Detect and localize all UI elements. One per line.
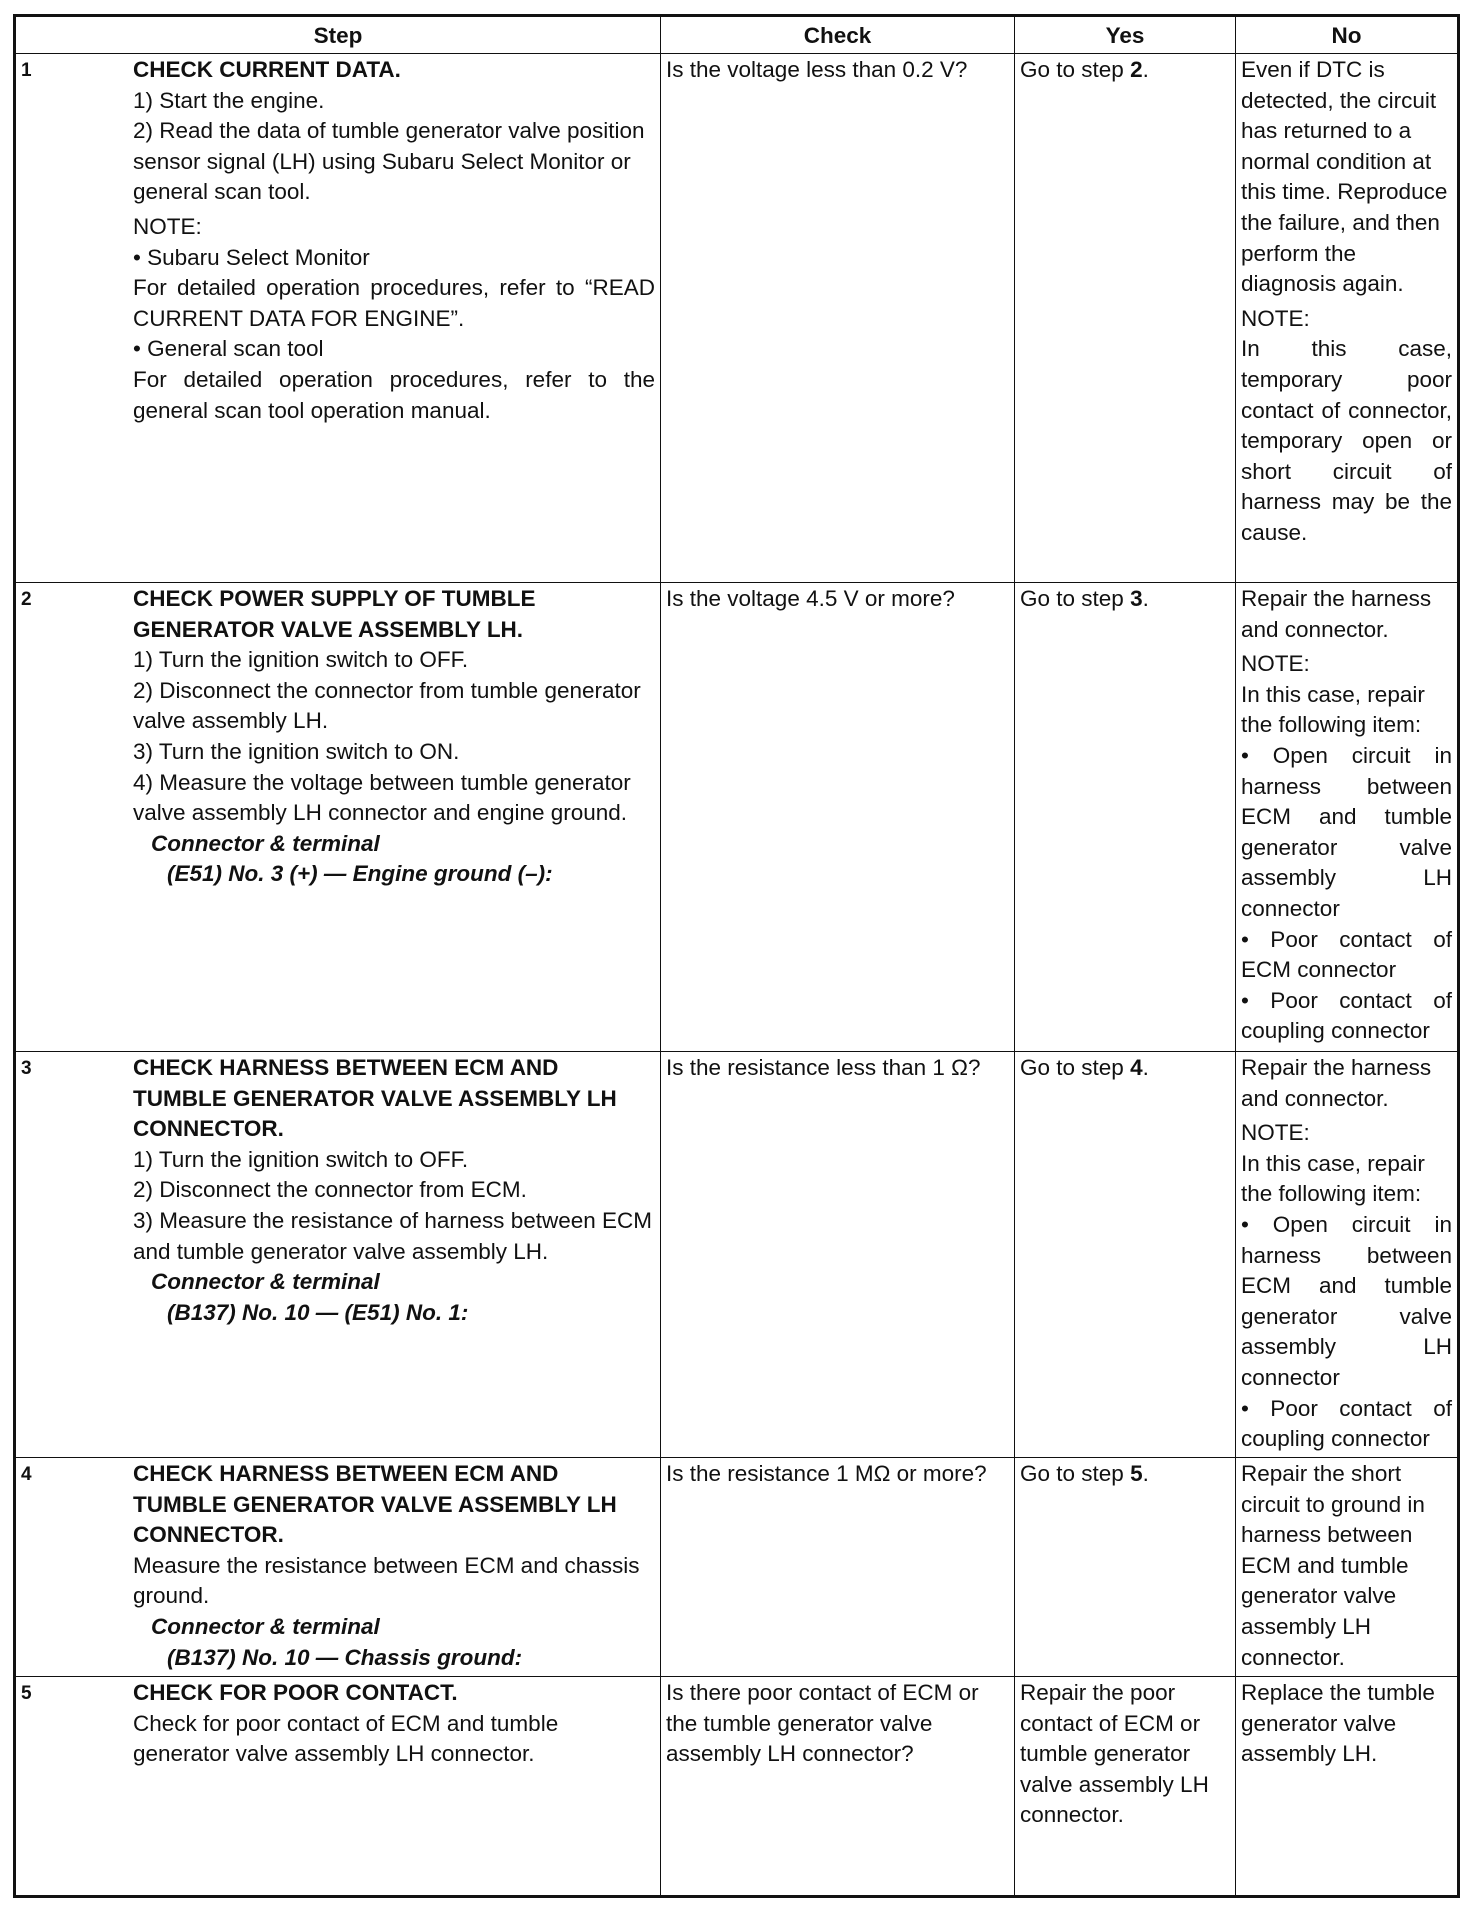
note-label: NOTE:	[1241, 305, 1310, 331]
note-label: NOTE:	[1241, 651, 1310, 677]
step-instruction: 1) Turn the ignition switch to OFF.	[133, 647, 469, 673]
yes-suffix: .	[1142, 57, 1149, 82]
note-line: For detailed operation procedures, refer to “READ CURRENT DATA FOR ENGINE”.	[133, 275, 655, 331]
no-cell	[1236, 1677, 1459, 1897]
step-instruction: Measure the resistance between ECM and chassis ground.	[133, 1552, 640, 1609]
yes-cell	[1015, 54, 1236, 583]
note-line: • General scan tool	[133, 336, 324, 362]
connector-terminal-value: (B137) No. 10 — (E51) No. 1:	[167, 1299, 469, 1325]
yes-text: Go to step	[1020, 1461, 1131, 1486]
step-title: CHECK POWER SUPPLY OF TUMBLE GENERATOR VALVE ASSEMBLY LH.	[133, 586, 536, 642]
no-cell	[1236, 54, 1459, 583]
note-item: • Open circuit in harness between ECM and tumble generator valve assembly LH connector	[1241, 1211, 1452, 1390]
no-text: Repair the harness and connector.	[1241, 1055, 1432, 1111]
connector-terminal-label: Connector & terminal	[151, 1269, 380, 1295]
table-row-step-3	[15, 1052, 1459, 1458]
note-item: • Poor contact of coupling connector	[1241, 987, 1452, 1044]
header-yes: Yes	[1015, 16, 1236, 54]
yes-suffix: .	[1142, 586, 1149, 611]
note-item: • Open circuit in harness between ECM and tumble generator valve assembly LH connector	[1241, 742, 1452, 921]
yes-suffix: .	[1142, 1461, 1149, 1486]
check-cell: Is the resistance 1 MΩ or more?	[661, 1458, 1015, 1677]
no-text: Replace the tumble generator valve assembly LH.	[1241, 1680, 1435, 1767]
step-cell	[15, 583, 661, 1052]
diagnostic-procedure-table	[13, 14, 1460, 1898]
yes-cell	[1015, 1052, 1236, 1458]
note-line: For detailed operation procedures, refer to the general scan tool operation manual.	[133, 366, 655, 423]
step-title: CHECK HARNESS BETWEEN ECM AND TUMBLE GENERATOR VALVE ASSEMBLY LH CONNECTOR.	[133, 1055, 617, 1142]
step-instruction: 2) Read the data of tumble generator valve position sensor signal (LH) using Subaru Select Monitor or general scan tool.	[133, 118, 645, 205]
note-label: NOTE:	[1241, 1120, 1310, 1146]
note-line: In this case, repair the following item:	[1241, 1150, 1425, 1207]
no-text: Even if DTC is detected, the circuit has returned to a normal condition at this time. Reproduce the failure, and then perform the diagnosis again.	[1241, 57, 1448, 297]
check-cell: Is the voltage less than 0.2 V?	[661, 54, 1015, 583]
note-item: • Poor contact of ECM connector	[1241, 926, 1452, 983]
yes-text: Go to step	[1020, 586, 1131, 611]
step-title: CHECK HARNESS BETWEEN ECM AND TUMBLE GENERATOR VALVE ASSEMBLY LH CONNECTOR.	[133, 1461, 617, 1548]
yes-step-ref: 2	[1130, 57, 1143, 82]
step-instruction: 2) Disconnect the connector from tumble generator valve assembly LH.	[133, 677, 641, 734]
table-row-step-1	[15, 54, 1459, 583]
step-instruction: 1) Start the engine.	[133, 87, 325, 113]
step-title: CHECK CURRENT DATA.	[133, 57, 401, 82]
yes-step-ref: 4	[1130, 1055, 1143, 1080]
yes-step-ref: 5	[1130, 1461, 1143, 1486]
connector-terminal-value: (B137) No. 10 — Chassis ground:	[167, 1644, 523, 1670]
step-cell	[15, 1052, 661, 1458]
connector-terminal-value: (E51) No. 3 (+) — Engine ground (–):	[167, 861, 553, 887]
step-cell	[15, 1677, 661, 1897]
note-line: • Subaru Select Monitor	[133, 244, 370, 270]
yes-cell	[1015, 583, 1236, 1052]
no-text: Repair the harness and connector.	[1241, 586, 1432, 642]
yes-text: Go to step	[1020, 57, 1131, 82]
header-step: Step	[15, 16, 661, 54]
header-check: Check	[661, 16, 1015, 54]
step-number: 2	[21, 589, 32, 610]
yes-cell	[1015, 1458, 1236, 1677]
header-row	[15, 16, 1459, 54]
connector-terminal-label: Connector & terminal	[151, 1613, 380, 1639]
step-number: 5	[21, 1683, 32, 1704]
no-cell	[1236, 1458, 1459, 1677]
step-instruction: 4) Measure the voltage between tumble generator valve assembly LH connector and engine ground.	[133, 769, 631, 826]
check-cell: Is the resistance less than 1 Ω?	[661, 1052, 1015, 1458]
step-title: CHECK FOR POOR CONTACT.	[133, 1680, 458, 1705]
note-line: In this case, repair the following item:	[1241, 681, 1425, 738]
step-instruction: Check for poor contact of ECM and tumble generator valve assembly LH connector.	[133, 1710, 559, 1767]
note-item: • Poor contact of coupling connector	[1241, 1395, 1452, 1452]
yes-step-ref: 3	[1130, 586, 1143, 611]
check-cell: Is the voltage 4.5 V or more?	[661, 583, 1015, 1052]
check-cell: Is there poor contact of ECM or the tumble generator valve assembly LH connector?	[661, 1677, 1015, 1897]
no-text: Repair the short circuit to ground in harness between ECM and tumble generator valve assembly LH connector.	[1241, 1461, 1425, 1670]
table-row-step-2	[15, 583, 1459, 1052]
yes-text: Go to step	[1020, 1055, 1131, 1080]
note-line: In this case, temporary poor contact of connector, temporary open or short circuit of harness may be the cause.	[1241, 336, 1452, 545]
table-row-step-4	[15, 1458, 1459, 1677]
note-label: NOTE:	[133, 213, 202, 239]
yes-suffix: .	[1142, 1055, 1149, 1080]
step-number: 1	[21, 60, 32, 81]
step-number: 3	[21, 1058, 32, 1079]
step-cell	[15, 1458, 661, 1677]
yes-cell: Repair the poor contact of ECM or tumble generator valve assembly LH connector.	[1015, 1677, 1236, 1897]
step-instruction: 3) Turn the ignition switch to ON.	[133, 738, 460, 764]
connector-terminal-label: Connector & terminal	[151, 830, 380, 856]
step-instruction: 3) Measure the resistance of harness between ECM and tumble generator valve assembly LH.	[133, 1207, 653, 1264]
step-instruction: 2) Disconnect the connector from ECM.	[133, 1177, 527, 1203]
step-number: 4	[21, 1464, 32, 1485]
step-instruction: 1) Turn the ignition switch to OFF.	[133, 1146, 469, 1172]
no-cell	[1236, 583, 1459, 1052]
table-row-step-5	[15, 1677, 1459, 1897]
step-cell	[15, 54, 661, 583]
header-no: No	[1236, 16, 1459, 54]
no-cell	[1236, 1052, 1459, 1458]
